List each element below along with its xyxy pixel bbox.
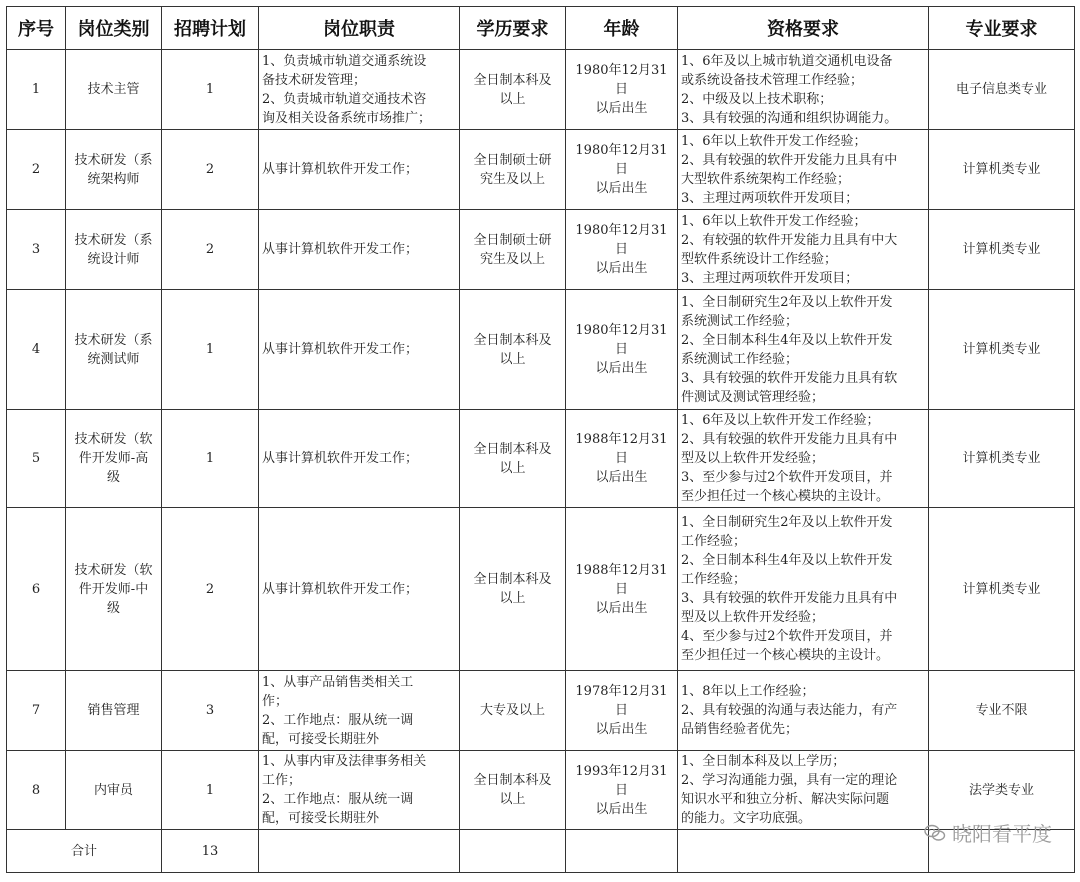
cell-education <box>460 508 566 671</box>
cell-line: 以后出生 <box>595 361 648 376</box>
cell-plan: 1 <box>162 751 259 830</box>
header-qualifications: 资格要求 <box>678 7 929 50</box>
header-age: 年龄 <box>566 7 678 50</box>
cell-line: 以上 <box>499 792 526 807</box>
cell-line: 1、6年以上软件开发工作经验； <box>681 133 867 149</box>
cell-line: 知识水平和独立分析、解决实际问题 <box>681 792 890 807</box>
cell-line: 1、全日制研究生2年及以上软件开发 <box>681 515 893 530</box>
cell-category <box>66 130 162 210</box>
cell-duties <box>259 290 460 410</box>
empty-cell <box>566 830 678 873</box>
cell-line: 件测试及测试管理经验； <box>681 389 825 405</box>
table-row <box>7 671 1075 751</box>
table-row <box>7 50 1075 130</box>
cell-line: 以后出生 <box>595 101 648 116</box>
cell-line: 2、工作地点：服从统一调 <box>262 792 414 807</box>
cell-line: 的能力。文字功底强。 <box>681 811 812 826</box>
cell-major: 计算机类专业 <box>929 290 1075 410</box>
cell-line: 全日制本科及 <box>473 332 552 348</box>
cell-line: 以上 <box>499 351 526 367</box>
header-no: 序号 <box>7 7 66 50</box>
cell-line: 配，可接受长期驻外 <box>262 811 380 826</box>
cell-no: 4 <box>7 290 66 410</box>
cell-line: 级 <box>106 600 120 616</box>
cell-no: 8 <box>7 751 66 830</box>
cell-line: 4、至少参与过2个软件开发项目，并 <box>681 629 893 644</box>
cell-line: 1、8年以上工作经验； <box>681 684 815 699</box>
cell-line: 1、全日制本科及以上学历； <box>681 754 846 769</box>
table-row <box>7 508 1075 671</box>
cell-line: 1980年12月31日 <box>575 143 668 177</box>
empty-cell <box>259 830 460 873</box>
cell-major: 计算机类专业 <box>929 508 1075 671</box>
cell-line: 3、具有较强的软件开发能力且具有软 <box>681 370 898 386</box>
cell-education <box>460 210 566 290</box>
table-row <box>7 410 1075 508</box>
cell-major: 计算机类专业 <box>929 410 1075 508</box>
cell-line: 销售管理 <box>87 703 140 718</box>
cell-plan: 2 <box>162 508 259 671</box>
cell-line: 技术主管 <box>87 82 140 97</box>
watermark-text: 晓阳看平度 <box>952 822 1052 846</box>
cell-line: 2、具有较强的软件开发能力且具有中 <box>681 152 898 168</box>
cell-line: 从事计算机软件开发工作； <box>262 242 419 257</box>
cell-line: 以后出生 <box>595 470 648 485</box>
cell-education <box>460 290 566 410</box>
cell-qualifications <box>678 508 929 671</box>
cell-no: 2 <box>7 130 66 210</box>
cell-line: 大专及以上 <box>479 703 545 718</box>
cell-line: 1、6年及以上软件开发工作经验； <box>681 413 880 428</box>
wechat-icon <box>924 824 946 842</box>
cell-major: 计算机类专业 <box>929 210 1075 290</box>
cell-line: 全日制本科及 <box>473 72 552 88</box>
cell-line: 技术研发（软 <box>74 432 153 447</box>
cell-qualifications <box>678 290 929 410</box>
cell-line: 以上 <box>499 591 526 606</box>
cell-line: 2、有较强的软件开发能力且具有中大 <box>681 232 898 248</box>
header-education: 学历要求 <box>460 7 566 50</box>
cell-line: 至少担任过一个核心模块的主设计。 <box>681 648 890 663</box>
cell-line: 统设计师 <box>87 251 140 267</box>
cell-line: 从事计算机软件开发工作； <box>262 581 419 597</box>
cell-line: 系统测试工作经验； <box>681 313 799 329</box>
cell-line: 1978年12月31日 <box>575 684 668 718</box>
total-plan: 13 <box>162 830 259 873</box>
cell-line: 1、6年以上软件开发工作经验； <box>681 213 867 229</box>
cell-line: 1980年12月31日 <box>575 323 668 357</box>
cell-line: 从事计算机软件开发工作； <box>262 162 419 177</box>
cell-line: 2、全日制本科生4年及以上软件开发 <box>681 332 893 348</box>
cell-line: 以上 <box>499 460 526 476</box>
cell-line: 以后出生 <box>595 261 648 276</box>
cell-line: 工作经验； <box>681 572 747 587</box>
cell-duties <box>259 50 460 130</box>
table-row <box>7 210 1075 290</box>
cell-duties <box>259 751 460 830</box>
cell-duties <box>259 410 460 508</box>
cell-age <box>566 508 678 671</box>
cell-line: 1、全日制研究生2年及以上软件开发 <box>681 294 893 310</box>
cell-no: 1 <box>7 50 66 130</box>
cell-age <box>566 130 678 210</box>
cell-line: 件开发师-高 <box>78 451 149 466</box>
cell-line: 全日制本科及 <box>473 441 552 457</box>
cell-line: 3、具有较强的软件开发能力且具有中 <box>681 591 898 606</box>
cell-line: 配，可接受长期驻外 <box>262 731 380 747</box>
cell-age <box>566 751 678 830</box>
cell-line: 内审员 <box>93 782 133 798</box>
total-row <box>7 830 1075 873</box>
cell-plan: 1 <box>162 290 259 410</box>
cell-age <box>566 410 678 508</box>
cell-line: 从事计算机软件开发工作； <box>262 342 419 357</box>
cell-line: 1、6年及以上城市轨道交通机电设备 <box>681 53 893 69</box>
cell-line: 从事计算机软件开发工作； <box>262 451 419 466</box>
cell-line: 究生及以上 <box>479 171 545 187</box>
cell-line: 1993年12月31日 <box>575 763 668 798</box>
cell-no: 5 <box>7 410 66 508</box>
cell-plan: 1 <box>162 50 259 130</box>
cell-line: 1988年12月31日 <box>575 562 668 597</box>
cell-line: 以后出生 <box>595 722 648 737</box>
cell-line: 2、具有较强的软件开发能力且具有中 <box>681 432 898 447</box>
cell-line: 1、从事产品销售类相关工 <box>262 674 414 690</box>
cell-category <box>66 290 162 410</box>
header-row <box>7 7 1075 50</box>
cell-line: 2、负责城市轨道交通技术咨 <box>262 91 427 107</box>
cell-category <box>66 508 162 671</box>
cell-line: 2、学习沟通能力强，具有一定的理论 <box>681 773 898 788</box>
cell-line: 品销售经验者优先； <box>681 722 799 737</box>
cell-line: 系统测试工作经验； <box>681 351 799 367</box>
cell-plan: 3 <box>162 671 259 751</box>
cell-line: 技术研发（系 <box>74 152 153 168</box>
cell-qualifications <box>678 130 929 210</box>
cell-major: 电子信息类专业 <box>929 50 1075 130</box>
cell-line: 以后出生 <box>595 600 648 616</box>
cell-no: 3 <box>7 210 66 290</box>
cell-line: 型软件系统设计工作经验； <box>681 251 838 267</box>
total-label: 合计 <box>7 830 162 873</box>
cell-education <box>460 410 566 508</box>
cell-category <box>66 50 162 130</box>
cell-category <box>66 751 162 830</box>
cell-line: 1988年12月31日 <box>575 432 668 466</box>
cell-duties <box>259 210 460 290</box>
cell-category <box>66 671 162 751</box>
cell-line: 技术研发（软 <box>74 562 153 578</box>
cell-plan: 2 <box>162 210 259 290</box>
cell-line: 级 <box>106 470 120 485</box>
cell-line: 3、具有较强的沟通和组织协调能力。 <box>681 110 898 126</box>
cell-category <box>66 410 162 508</box>
cell-no: 6 <box>7 508 66 671</box>
cell-line: 统架构师 <box>87 171 140 187</box>
cell-education <box>460 751 566 830</box>
cell-major: 法学类专业 <box>929 751 1075 830</box>
watermark <box>924 818 1052 847</box>
cell-qualifications <box>678 210 929 290</box>
empty-cell <box>460 830 566 873</box>
cell-line: 2、具有较强的沟通与表达能力，有产 <box>681 703 898 718</box>
cell-education <box>460 671 566 751</box>
cell-line: 大型软件系统架构工作经验； <box>681 171 851 187</box>
cell-line: 3、至少参与过2个软件开发项目，并 <box>681 470 893 485</box>
cell-line: 型及以上软件开发经验； <box>681 451 825 466</box>
cell-line: 全日制硕士研 <box>473 232 552 248</box>
cell-qualifications <box>678 751 929 830</box>
cell-line: 全日制本科及 <box>473 572 552 587</box>
cell-line: 件开发师-中 <box>78 581 149 597</box>
cell-qualifications <box>678 671 929 751</box>
header-major: 专业要求 <box>929 7 1075 50</box>
table-row <box>7 290 1075 410</box>
cell-line: 1980年12月31日 <box>575 223 668 257</box>
header-plan: 招聘计划 <box>162 7 259 50</box>
cell-plan: 2 <box>162 130 259 210</box>
cell-age <box>566 50 678 130</box>
cell-line: 工作经验； <box>681 534 747 549</box>
cell-education <box>460 130 566 210</box>
cell-line: 询及相关设备系统市场推广； <box>262 110 432 126</box>
cell-major: 专业不限 <box>929 671 1075 751</box>
cell-line: 3、主理过两项软件开发项目； <box>681 190 859 206</box>
cell-line: 工作； <box>262 773 302 788</box>
cell-no: 7 <box>7 671 66 751</box>
cell-line: 2、中级及以上技术职称； <box>681 91 833 107</box>
cell-line: 全日制本科及 <box>473 773 552 788</box>
cell-duties <box>259 130 460 210</box>
cell-age <box>566 290 678 410</box>
cell-qualifications <box>678 410 929 508</box>
table-row <box>7 751 1075 830</box>
table-row <box>7 130 1075 210</box>
cell-line: 1、负责城市轨道交通系统设 <box>262 53 427 69</box>
cell-line: 1980年12月31日 <box>575 63 668 97</box>
cell-line: 技术研发（系 <box>74 332 153 348</box>
cell-line: 以上 <box>499 91 526 107</box>
cell-duties <box>259 671 460 751</box>
cell-line: 统测试师 <box>87 351 140 367</box>
cell-line: 以后出生 <box>595 181 648 196</box>
header-category: 岗位类别 <box>66 7 162 50</box>
cell-line: 以后出生 <box>595 801 648 817</box>
cell-line: 型及以上软件开发经验； <box>681 610 825 625</box>
cell-line: 全日制硕士研 <box>473 152 552 168</box>
cell-line: 2、全日制本科生4年及以上软件开发 <box>681 553 893 568</box>
cell-line: 至少担任过一个核心模块的主设计。 <box>681 489 890 504</box>
cell-line: 技术研发（系 <box>74 232 153 248</box>
cell-line: 1、从事内审及法律事务相关 <box>262 754 427 769</box>
cell-age <box>566 210 678 290</box>
cell-line: 2、工作地点：服从统一调 <box>262 712 414 728</box>
cell-line: 作； <box>262 693 289 709</box>
recruitment-table <box>6 6 1075 873</box>
cell-line: 或系统设备技术管理工作经验； <box>681 72 864 88</box>
cell-plan: 1 <box>162 410 259 508</box>
cell-education <box>460 50 566 130</box>
cell-category <box>66 210 162 290</box>
empty-cell <box>678 830 929 873</box>
cell-major: 计算机类专业 <box>929 130 1075 210</box>
cell-qualifications <box>678 50 929 130</box>
header-duties: 岗位职责 <box>259 7 460 50</box>
cell-line: 究生及以上 <box>479 251 545 267</box>
cell-age <box>566 671 678 751</box>
cell-duties <box>259 508 460 671</box>
cell-line: 3、主理过两项软件开发项目； <box>681 270 859 286</box>
cell-line: 备技术研发管理； <box>262 72 367 88</box>
